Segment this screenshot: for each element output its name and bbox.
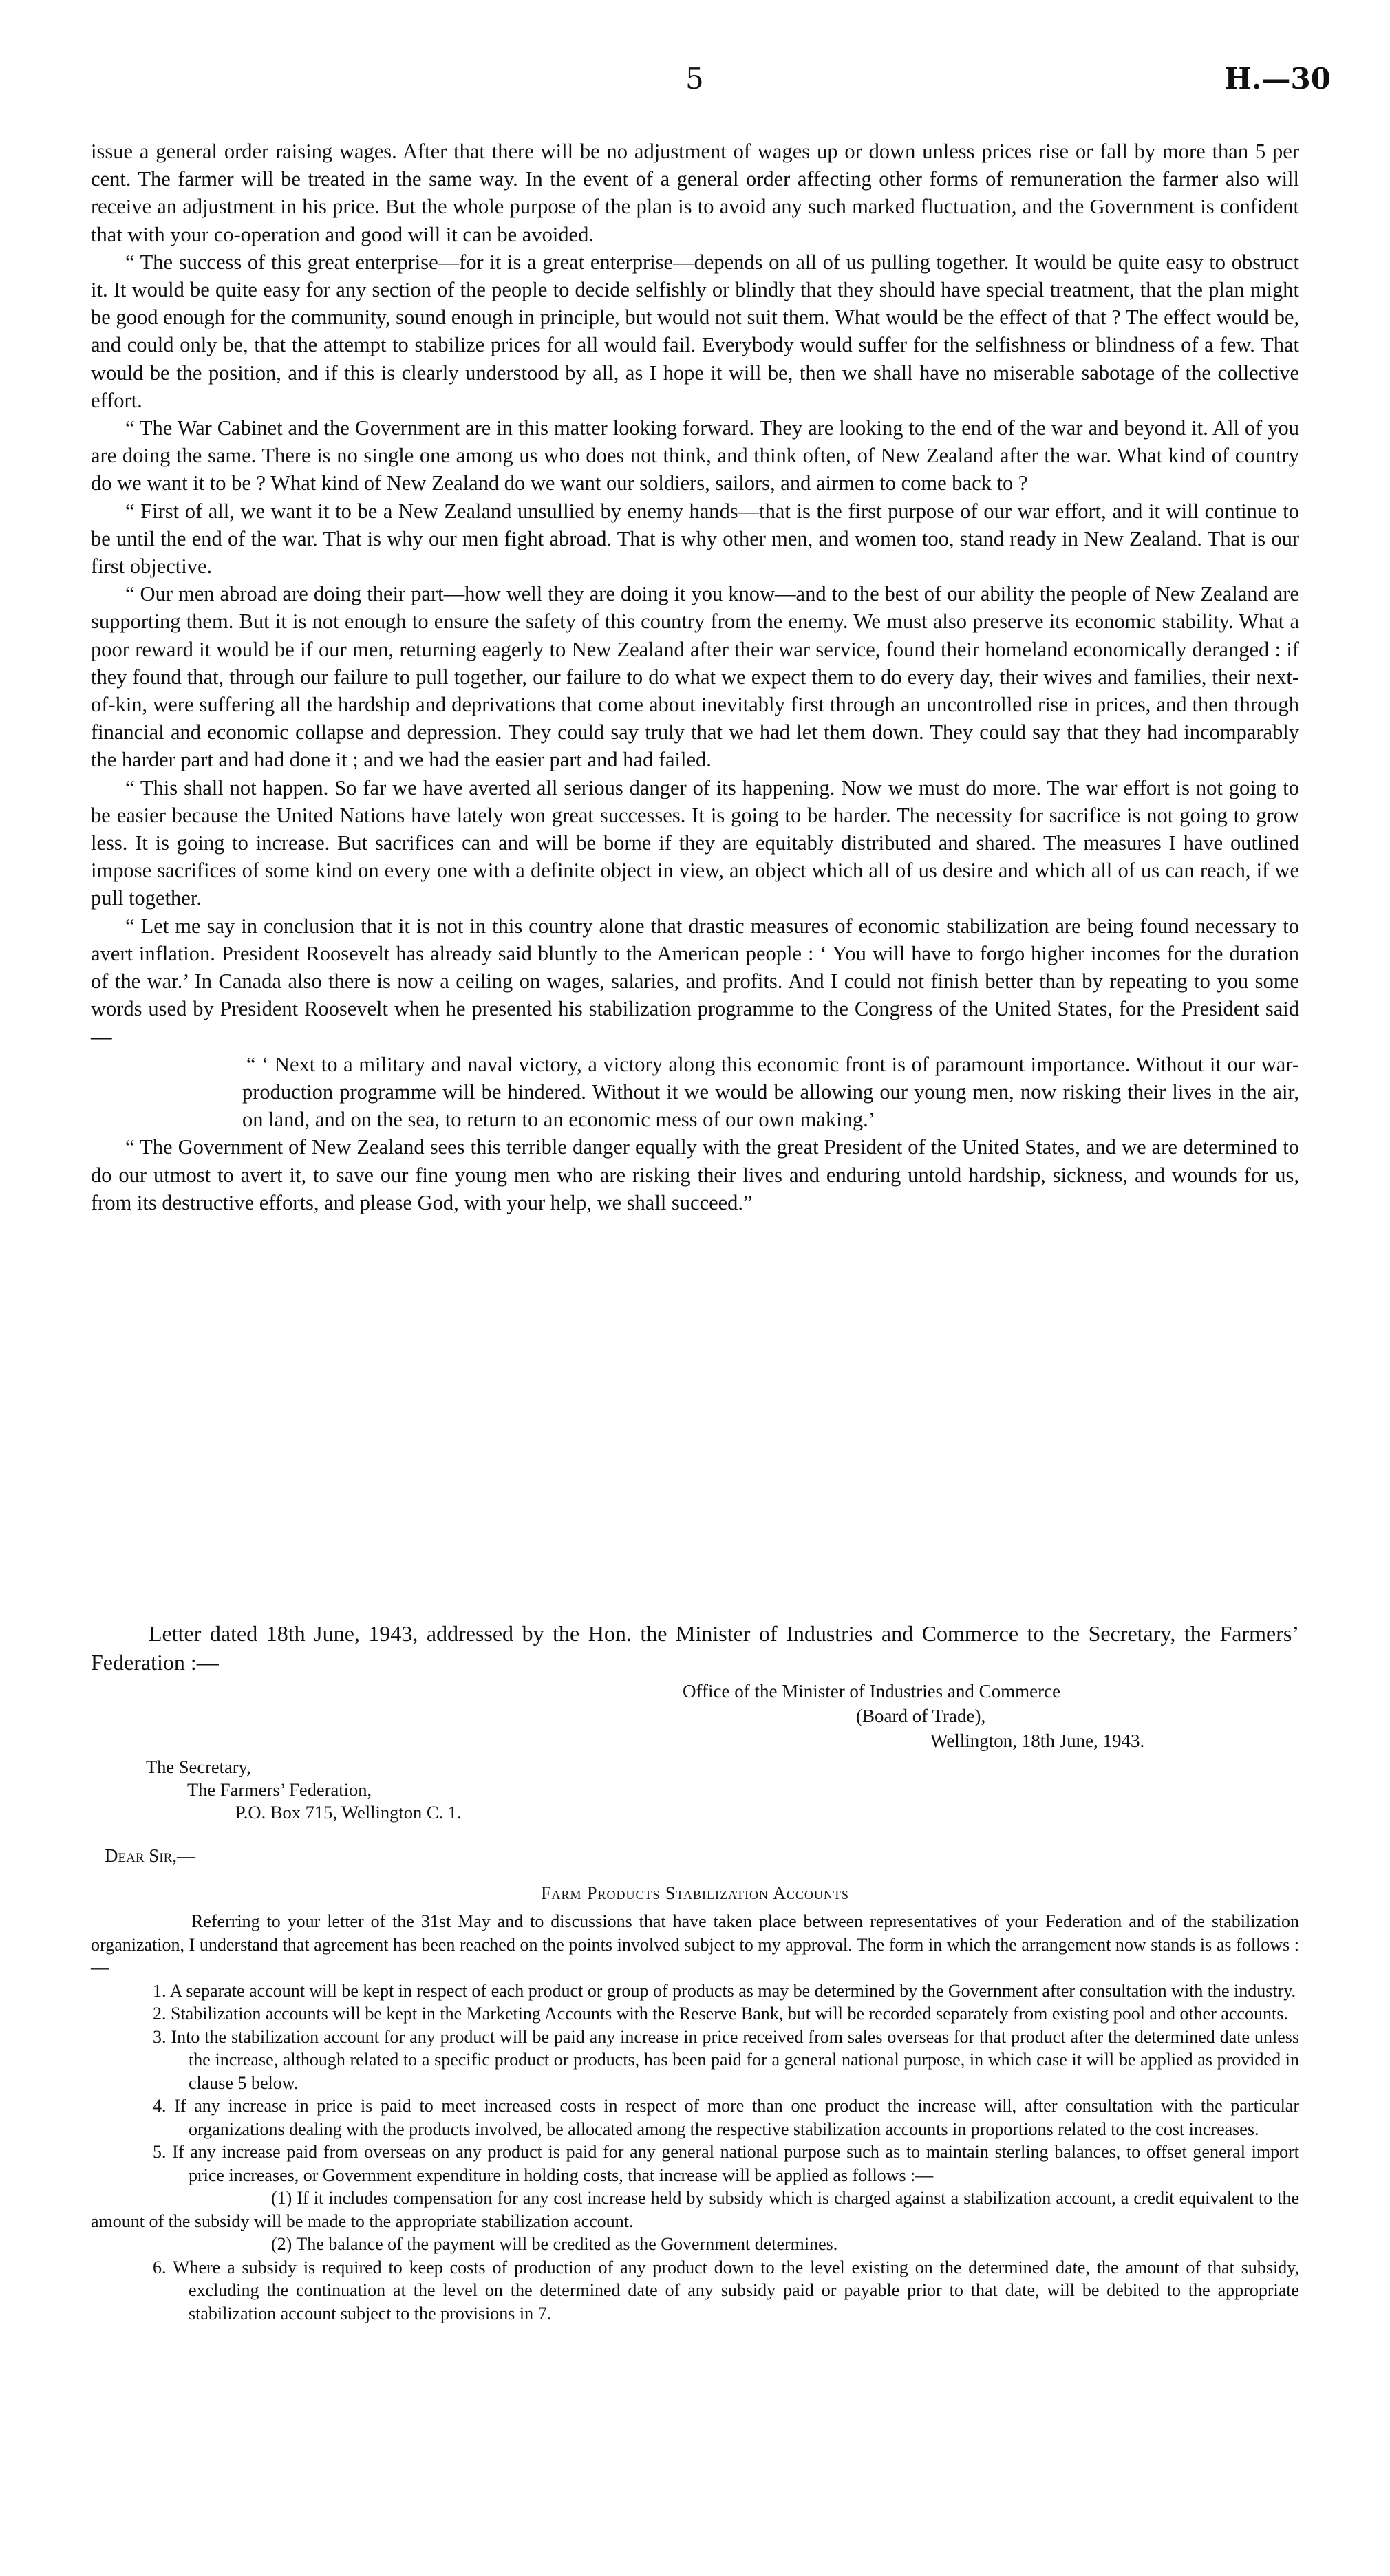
letter-intro-text: Letter dated 18th June, 1943, addressed by the Hon. the Minister of Industries and Commerce to the Secretary, the Farmers’ Federation :— [91,1621,1299,1675]
clause-item: 1. A separate account will be kept in respect of each product or group of products as may be determined by the Government after consultation with the industry. [153,1980,1296,2001]
speech-paragraph: “ The War Cabinet and the Government are in this matter looking forward. They are looking to the end of the war and beyond it. All of you are doing the same. There is no single one among us who does not think, and think often, of New Zealand after the war. What kind of country do we want it to be ? What kind of New Zealand do we want our soldiers, sailors, and airmen to come back to ? [91,416,1299,495]
office-date-line: Wellington, 18th June, 1943. [930,1730,1145,1751]
recipient-line: The Secretary, [146,1757,251,1777]
office-line: Office of the Minister of Industries and Commerce [683,1681,1061,1702]
closing-paragraph: “ The Government of New Zealand sees this terrible danger equally with the great President of the United States, and we are determined to do our utmost to avert it, to save our fine young men who are risking their lives and enduring untold hardship, sickness, and wounds for us, from its destructive efforts, and please God, with your help, we shall succeed.” [91,1135,1299,1214]
speech-paragraph: “ First of all, we want it to be a New Zealand unsullied by enemy hands—that is the first purpose of our war effort, and it will continue to be until the end of the war. That is why our men fight abroad. That is why other men, and women too, stand ready in New Zealand. That is our first objective. [91,499,1299,579]
page-number: 5 [685,62,704,96]
letter-paragraph: Referring to your letter of the 31st May and to discussions that have taken place between representatives of your Federation and of the stabilization organization, I understand that agreement has been reached on the points involved subject to my approval. The form in which the arrangement now stands is as follows :— [91,1911,1299,1977]
section-heading: Farm Products Stabilization Accounts [541,1883,849,1903]
speech-paragraph: “ This shall not happen. So far we have averted all serious danger of its happening. Now we must do more. The war effort is not going to be easier because the United Nations have lately won great successes. It is going to be harder. The necessity for sacrifice is not going to grow less. It is going to increase. But sacrifices can and will be borne if they are equitably distributed and shared. The measures I have outlined impose sacrifices of some kind on every one with a definite object in view, an object which all of us desire and which all of us can reach, if we pull together. [91,775,1299,910]
clause-item: 3. Into the stabilization account for any product will be paid any increase in price received from sales overseas for that product after the determined date unless the increase, although related to a specific product or products, has been paid for a general national purpose, in which case it will be applied as provided in clause 5 below. [153,2026,1299,2093]
letter-body [91,1910,1299,2325]
recipient-line: P.O. Box 715, Wellington C. 1. [235,1802,462,1823]
subclause-item: (2) The balance of the payment will be credited as the Government determines. [271,2234,838,2254]
speech-paragraph: issue a general order raising wages. After that there will be no adjustment of wages up or down unless prices rise or fall by more than 5 per cent. The farmer will be treated in the same way. In the event of a general order affecting other forms of remuneration the farmer also will receive an adjustment in his price. But the whole purpose of the plan is to avoid any such marked fluctuation, and the Government is confident that with your co-operation and good will it can be avoided. [91,140,1299,246]
speech-paragraph: “ The success of this great enterprise—for it is a great enterprise—depends on all of us pulling together. It would be quite easy to obstruct it. It would be quite easy for any section of the people to decide selfishly or blindly that they should have special treatment, that the plan might be good enough for the community, sound enough in principle, but would not suit them. What would be the effect of that ? The effect would be, and could only be, that the attempt to stabilize prices for all would fail. Everybody would suffer for the selfishness or blindness of a few. That would be the position, and if this is clearly understood by all, as I hope it will be, then we shall have no miserable sabotage of the collective effort. [91,250,1299,412]
clause-item: 6. Where a subsidy is required to keep costs of production of any product down to the level existing on the determined date, the amount of that subsidy, excluding the continuation at the level on the determined date of any subsidy paid or payable prior to that date, will be debited to the appropriate stabilization account subject to the provisions in 7. [153,2257,1299,2323]
letter-intro [91,1619,1299,1677]
clause-item: 5. If any increase paid from overseas on any product is paid for any general national purpose such as to maintain sterling balances, to offset general import price increases, or Government expenditure in holding costs, that increase will be applied as follows :— [153,2142,1299,2185]
roosevelt-quote: “ ‘ Next to a military and naval victory, a victory along this economic front is of paramount importance. Without it our war-production programme will be hindered. Without it we would be allowing our young men, now risking their lives in the air, on land, and on the sea, to return to an economic mess of our own making.’ [242,1052,1299,1132]
salutation: Dear Sir,— [105,1845,196,1866]
letter-recipient [91,1756,1299,1824]
letter-office-address [91,1679,1299,1753]
speech-paragraph: “ Let me say in conclusion that it is not in this country alone that drastic measures of economic stabilization are being found necessary to avert inflation. President Roosevelt has already said bluntly to the American people : ‘ You will have to forgo higher incomes for the duration of the war.’ In Canada also there is now a ceiling on wages, salaries, and profits. And I could not finish better than by repeating to you some words used by President Roosevelt when he presented his stabilization programme to the Congress of the United States, for the President said— [91,914,1299,1049]
speech-paragraph: “ Our men abroad are doing their part—how well they are doing it you know—and to the best of our ability the people of New Zealand are supporting them. But it is not enough to ensure the safety of this country from the enemy. We must also preserve its economic stability. What a poor reward it would be if our men, returning eagerly to New Zealand after their war service, found their homeland economically deranged : if they found that, through our failure to pull together, our failure to do what we expect them to do every day, their wives and families, their next-of-kin, were suffering all the hardship and deprivations that come about inevitably first through an uncontrolled rise in prices, and then through financial and economic collapse and depression. They could say truly that we had let them down. They could say that they had incomparably the harder part and had done it ; and we had the easier part and had failed. [91,582,1299,772]
speech-text [91,138,1299,1216]
clause-item: 4. If any increase in price is paid to meet increased costs in respect of more than one product the increase will, after consultation with the particular organizations dealing with the products involved, be allocated among the respective stabilization accounts in proportions related to the cost increases. [153,2096,1299,2139]
clause-item: 2. Stabilization accounts will be kept in the Marketing Accounts with the Reserve Bank, but will be recorded separately from existing pool and other accounts. [153,2004,1288,2024]
subclause-item: (1) If it includes compensation for any cost increase held by subsidy which is charged against a stabilization account, a credit equivalent to the amount of the subsidy will be made to the appropriate stabilization account. [91,2188,1299,2231]
document-reference: H.—30 [1224,62,1331,96]
office-line: (Board of Trade), [856,1706,986,1726]
recipient-line: The Farmers’ Federation, [187,1779,372,1800]
